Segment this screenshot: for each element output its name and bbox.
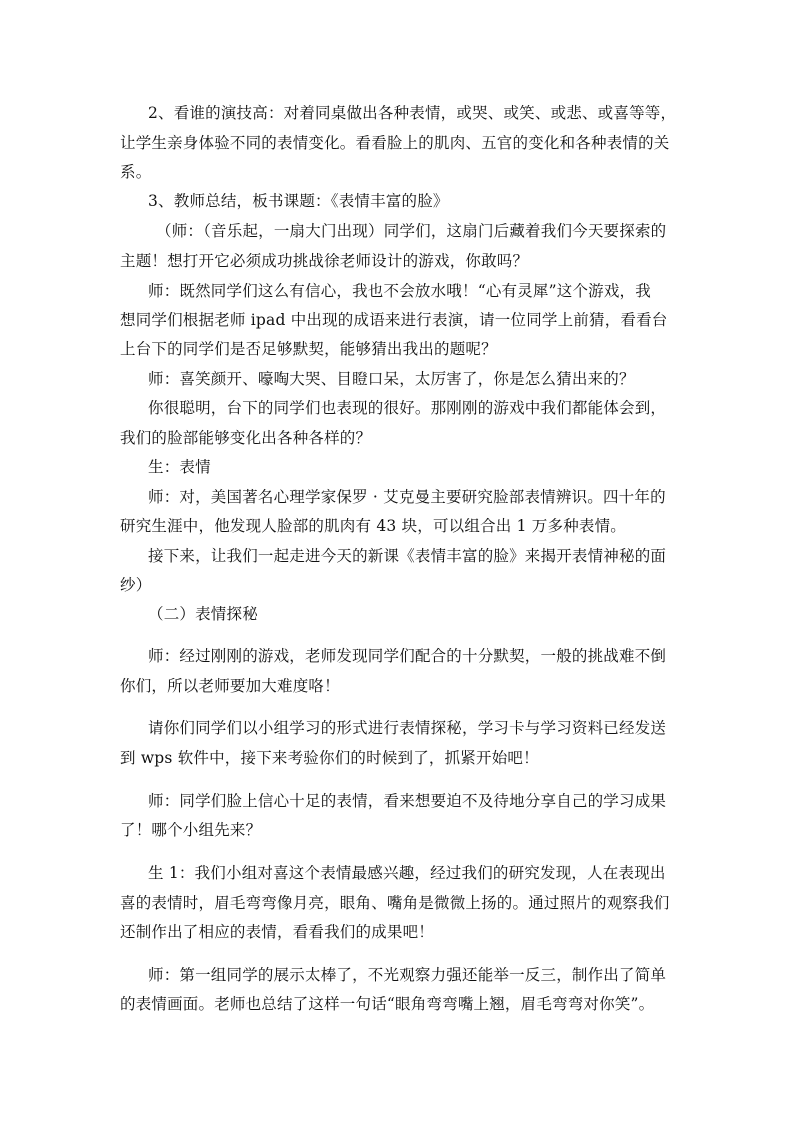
text-line: 师：同学们脸上信心十足的表情，看来想要迫不及待地分享自己的学习成果 [148,792,667,810]
text-line: 3、教师总结，板书课题：《表情丰富的脸》 [148,192,449,210]
text-line: 还制作出了相应的表情，看看我们的成果吧！ [120,923,435,941]
text-line: 师：第一组同学的展示太棒了，不光观察力强还能举一反三，制作出了简单 [148,966,667,984]
text-line: 主题！想打开它必须成功挑战徐老师设计的游戏，你敢吗？ [120,252,529,270]
text-line: 2、看谁的演技高：对着同桌做出各种表情，或哭、或笑、或悲、或喜等等， [148,104,677,122]
text-line: 系。 [120,163,152,181]
text-line: 接下来，让我们一起走进今天的新课《表情丰富的脸》来揭开表情神秘的面 [148,547,667,565]
text-line: 请你们同学们以小组学习的形式进行表情探秘，学习卡与学习资料已经发送 [148,719,667,737]
text-line: 师：对，美国著名心理学家保罗 · 艾克曼主要研究脸部表情辨识。四十年的 [148,488,666,506]
text-line: 师：喜笑颜开、嚎啕大哭、目瞪口呆，太厉害了，你是怎么猜出来的？ [148,370,635,388]
text-line: 纱） [120,576,152,594]
text-line: 研究生涯中，他发现人脸部的肌肉有 43 块，可以组合出 1 万多种表情。 [120,517,626,535]
text-line: 你很聪明，台下的同学们也表现的很好。那刚刚的游戏中我们都能体会到， [148,399,667,417]
text-line: 我们的脸部能够变化出各种各样的？ [120,429,372,447]
text-line: 师：经过刚刚的游戏，老师发现同学们配合的十分默契，一般的挑战难不倒 [148,647,667,665]
text-line: （师：（音乐起，一扇大门出现）同学们，这扇门后藏着我们今天要探索的 [156,222,667,240]
text-line: 生 1：我们小组对喜这个表情最感兴趣，经过我们的研究发现，人在表现出 [148,864,666,882]
section-heading: （二）表情探秘 [148,605,258,623]
text-line: 想同学们根据老师 ipad 中出现的成语来进行表演，请一位同学上前猜，看看台 [120,311,668,329]
text-line: 到 wps 软件中，接下来考验你们的时候到了，抓紧开始吧！ [120,749,539,767]
text-line: 上台下的同学们是否足够默契，能够猜出我出的题呢？ [120,340,497,358]
text-line: 你们，所以老师要加大难度咯！ [120,677,340,695]
text-line: 喜的表情时，眉毛弯弯像月亮，眼角、嘴角是微微上扬的。通过照片的观察我们 [120,894,670,912]
text-line: 了！哪个小组先来？ [120,821,262,839]
text-line: 生：表情 [148,458,211,476]
text-line: 师：既然同学们这么有信心，我也不会放水哦！“心有灵犀”这个游戏，我 [148,282,651,300]
text-line: 让学生亲身体验不同的表情变化。看看脸上的肌肉、五官的变化和各种表情的关 [120,134,670,152]
text-line: 的表情画面。老师也总结了这样一句话“眼角弯弯嘴上翘，眉毛弯弯对你笑”。 [120,995,655,1013]
